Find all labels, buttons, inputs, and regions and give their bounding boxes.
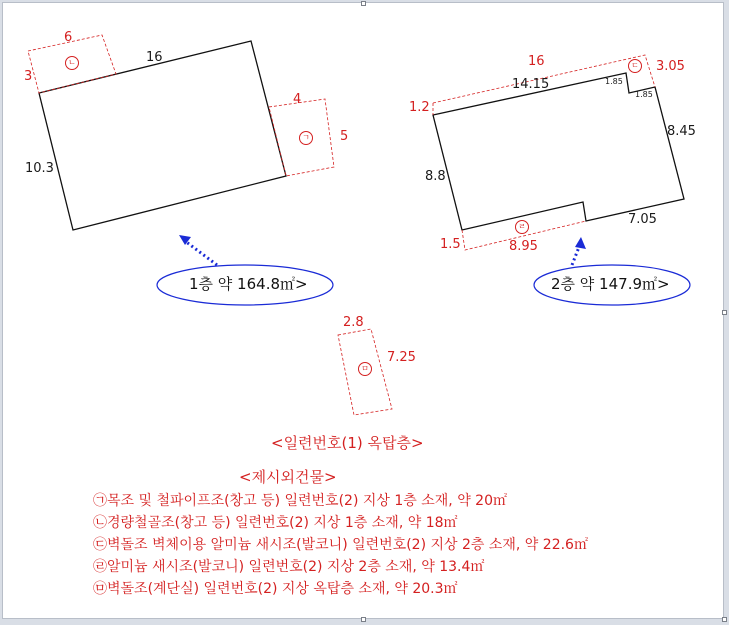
floor1-annex-a-depth: 5 — [340, 129, 349, 144]
rooftop-heading: <일련번호(1) 옥탑층> — [271, 434, 424, 452]
floor2-arrow-head — [575, 237, 586, 249]
floor1-annex-c-depth: 3 — [24, 69, 33, 84]
floor1-top-dimension: 16 — [146, 50, 163, 65]
list-item: ㉤벽돌조(계단실) 일련번호(2) 지상 옥탑층 소재, 약 20.3㎡ — [93, 581, 458, 597]
floor2-top-outer-dimension: 16 — [528, 54, 545, 69]
floor2-area-label: 2층 약 147.9㎡> — [551, 275, 670, 293]
floor1-annex-c-mark: ㄴ — [65, 56, 79, 70]
floor2-right-dimension: 8.45 — [667, 124, 696, 139]
floor2-corner-dimension: 3.05 — [656, 59, 685, 74]
floor1-arrow-line — [185, 241, 217, 265]
floor1-annex-a-width: 4 — [293, 92, 302, 107]
resize-handle-corner[interactable] — [722, 617, 727, 622]
floor2-arrow-line — [572, 247, 579, 265]
list-item: ㉣알미늄 새시조(발코니) 일련번호(2) 지상 2층 소재, 약 13.4㎡ — [93, 559, 485, 575]
resize-handle-bottom[interactable] — [361, 617, 366, 622]
stair-length: 7.25 — [387, 350, 416, 365]
floor1-annex-a-mark: ㄱ — [299, 131, 313, 145]
floor2-bottom-offset: 1.5 — [440, 237, 461, 252]
floor2-bottom-dimension: 8.95 — [509, 239, 538, 254]
floor1-annex-c-width: 6 — [64, 30, 73, 45]
resize-handle-top[interactable] — [361, 1, 366, 6]
list-item: ㉠목조 및 철파이프조(창고 등) 일련번호(2) 지상 1층 소재, 약 20㎡ — [93, 493, 507, 509]
drawing-sheet — [2, 2, 724, 619]
stair-mark: ㅁ — [358, 362, 372, 376]
floor2-notch-a: 1.85 — [605, 77, 623, 86]
stair-width: 2.8 — [343, 315, 364, 330]
outside-buildings-heading: <제시외건물> — [239, 468, 337, 486]
floor1-left-dimension: 10.3 — [25, 161, 54, 176]
floor2-notch-b: 1.85 — [635, 90, 653, 99]
floor1-area-label: 1층 약 164.8㎡> — [189, 275, 308, 293]
floor2-top-inner-dimension: 14.15 — [512, 77, 550, 92]
floor2-left-offset: 1.2 — [409, 100, 430, 115]
list-item: ㉢벽돌조 벽체이용 알미늄 새시조(발코니) 일련번호(2) 지상 2층 소재, 약 22.6㎡ — [93, 537, 588, 553]
resize-handle-right[interactable] — [722, 310, 727, 315]
floor2-annex-d-mark: ㄹ — [515, 220, 529, 234]
outside-buildings-list — [93, 490, 588, 600]
floor1-outline — [39, 41, 286, 230]
floor2-left-dimension: 8.8 — [425, 169, 446, 184]
list-item: ㉡경량철골조(창고 등) 일련번호(2) 지상 1층 소재, 약 18㎡ — [93, 515, 458, 531]
floor2-annex-c-mark: ㄷ — [628, 59, 642, 73]
floor2-bottom-right-dimension: 7.05 — [628, 212, 657, 227]
